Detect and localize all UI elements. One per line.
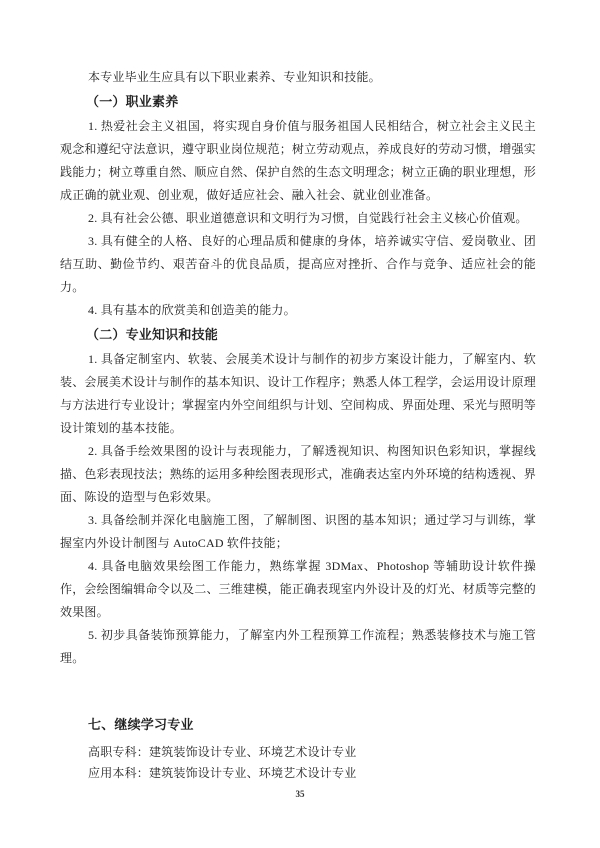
degree-list	[60, 742, 536, 784]
intro-paragraph: 本专业毕业生应具有以下职业素养、专业知识和技能。	[88, 70, 381, 84]
body-paragraph: 3. 具备绘制并深化电脑施工图，了解制图、识图的基本知识；通过学习与训练，掌握室内外设计制图与 AutoCAD 软件技能；	[60, 513, 536, 550]
degree-line-bachelor: 应用本科：建筑装饰设计专业、环境艺术设计专业	[88, 766, 357, 780]
body-paragraph: 3. 具有健全的人格、良好的心理品质和健康的身体，培养诚实守信、爱岗敬业、团结互助、勤俭节约、艰苦奋斗的优良品质，提高应对挫折、合作与竞争、适应社会的能力。	[60, 234, 536, 294]
section-heading-professional-quality: （一）职业素养	[86, 94, 179, 109]
body-paragraph: 5. 初步具备装饰预算能力，了解室内外工程预算工作流程；熟悉装修技术与施工管理。	[60, 628, 536, 665]
body-paragraph: 2. 具有社会公德、职业道德意识和文明行为习惯，自觉践行社会主义核心价值观。	[88, 211, 528, 225]
body-paragraph: 4. 具备电脑效果绘图工作能力，熟练掌握 3DMax、Photoshop 等辅助设计软件操作，会绘图编辑命令以及二、三维建模，能正确表现室内外设计及的灯光、材质等完整的效果图。	[60, 559, 536, 619]
degree-line-college: 高职专科：建筑装饰设计专业、环境艺术设计专业	[88, 745, 357, 759]
section-heading-continuing-study: 七、继续学习专业	[88, 717, 194, 732]
body-paragraph: 1. 热爱社会主义祖国，将实现自身价值与服务祖国人民相结合，树立社会主义民主观念和遵纪守法意识，遵守职业岗位规范；树立劳动观点，养成良好的劳动习惯，增强实践能力；树立尊重自然、顺应自然、保护自然的生态文明理念；树立正确的职业理想，形成正确的就业观、创业观，做好适应社会、融入社会、就业创业准备。	[60, 119, 536, 202]
body-paragraph: 2. 具备手绘效果图的设计与表现能力，了解透视知识、构图知识色彩知识，掌握线描、色彩表现技法；熟练的运用多种绘图表现形式，准确表达室内外环境的结构透视、界面、陈设的造型与色彩效果。	[60, 444, 536, 504]
body-paragraph: 1. 具备定制室内、软装、会展美术设计与制作的初步方案设计能力，了解室内、软装、会展美术设计与制作的基本知识、设计工作程序；熟悉人体工程学，会运用设计原理与方法进行专业设计；掌握室内外空间组织与计划、空间构成、界面处理、采光与照明等设计策划的基本技能。	[60, 352, 536, 435]
section-heading-knowledge-skills: （二）专业知识和技能	[86, 327, 219, 342]
body-paragraph: 4. 具有基本的欣赏美和创造美的能力。	[88, 303, 296, 317]
page-number: 35	[295, 789, 305, 799]
